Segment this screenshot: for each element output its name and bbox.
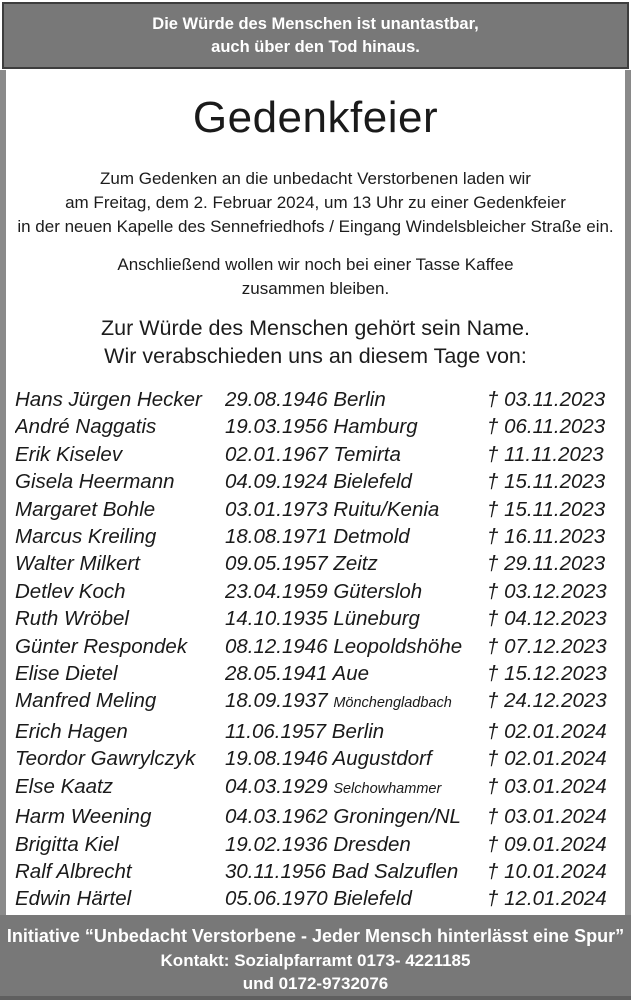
death-date: † 03.01.2024 bbox=[487, 805, 607, 829]
birth-date: 19.02.1936 bbox=[225, 832, 328, 856]
memorial-row bbox=[15, 858, 625, 885]
deceased-name: André Naggatis bbox=[15, 415, 157, 439]
deceased-name: Edwin Härtel bbox=[15, 887, 132, 911]
dignity-banner bbox=[2, 2, 629, 69]
birth-place: Lüneburg bbox=[333, 607, 420, 631]
memorial-row bbox=[15, 413, 625, 440]
birth-date: 19.08.1946 bbox=[225, 747, 328, 771]
birth-info bbox=[225, 441, 487, 468]
death-date: † 15.11.2023 bbox=[487, 497, 606, 521]
birth-date: 04.03.1929 bbox=[225, 774, 328, 798]
birth-info bbox=[225, 660, 487, 687]
deceased-name: Ruth Wröbel bbox=[15, 607, 129, 631]
lead-line: Wir verabschieden uns an diesem Tage von: bbox=[104, 344, 527, 368]
birth-info bbox=[225, 605, 487, 632]
birth-info bbox=[225, 687, 487, 717]
death-date: † 15.12.2023 bbox=[487, 662, 607, 686]
birth-info bbox=[225, 858, 487, 885]
invitation-line: Zum Gedenken an die unbedacht Verstorbenen laden wir bbox=[100, 169, 531, 188]
coffee-paragraph bbox=[6, 253, 625, 301]
coffee-line: Anschließend wollen wir noch bei einer Tasse Kaffee bbox=[117, 255, 514, 274]
deceased-name: Detlev Koch bbox=[15, 579, 126, 603]
death-date: † 03.11.2023 bbox=[487, 388, 606, 411]
death-date: † 06.11.2023 bbox=[487, 415, 606, 439]
birth-date: 04.09.1924 bbox=[225, 470, 328, 494]
memorial-row bbox=[15, 885, 625, 912]
invitation-line: in der neuen Kapelle des Sennefriedhofs / Eingang Windelsbleicher Straße ein. bbox=[17, 217, 614, 236]
invitation-paragraph bbox=[6, 167, 625, 239]
lead-paragraph bbox=[6, 314, 625, 370]
birth-info bbox=[225, 745, 487, 772]
birth-info bbox=[225, 633, 487, 660]
birth-place: Bad Salzuflen bbox=[331, 859, 459, 883]
banner-line: Die Würde des Menschen ist unantastbar, bbox=[152, 14, 479, 33]
page-title: Gedenkfeier bbox=[192, 93, 439, 142]
birth-place: Selchowhammer bbox=[333, 780, 442, 797]
death-date: † 16.11.2023 bbox=[487, 525, 606, 549]
birth-date: 30.11.1956 bbox=[225, 859, 327, 883]
birth-place: Bielefeld bbox=[333, 887, 412, 911]
birth-place: Ruitu/Kenia bbox=[333, 497, 440, 521]
death-date: † 11.11.2023 bbox=[487, 442, 604, 466]
birth-info bbox=[225, 803, 487, 830]
birth-place: Detmold bbox=[333, 525, 410, 549]
coffee-line: zusammen bleiben. bbox=[241, 279, 390, 298]
memorial-row bbox=[15, 718, 625, 745]
deceased-name: Elise Dietel bbox=[15, 662, 118, 686]
birth-info bbox=[225, 773, 487, 803]
birth-info bbox=[225, 578, 487, 605]
memorial-row bbox=[15, 468, 625, 495]
birth-info bbox=[225, 523, 487, 550]
birth-place: Mönchengladbach bbox=[333, 695, 452, 712]
birth-place: Hamburg bbox=[333, 415, 418, 439]
birth-date: 23.04.1959 bbox=[225, 579, 328, 603]
memorial-row bbox=[15, 605, 625, 632]
initiative-footer bbox=[0, 915, 631, 1000]
deceased-name: Günter Respondek bbox=[15, 634, 188, 658]
deceased-name: Margaret Bohle bbox=[15, 497, 156, 521]
banner-line: auch über den Tod hinaus. bbox=[211, 37, 420, 56]
birth-date: 18.09.1937 bbox=[225, 689, 328, 713]
birth-place: Aue bbox=[332, 662, 370, 686]
deceased-name: Marcus Kreiling bbox=[15, 525, 157, 549]
birth-date: 09.05.1957 bbox=[225, 552, 328, 576]
death-date: † 03.12.2023 bbox=[487, 579, 607, 603]
birth-info bbox=[225, 550, 487, 577]
deceased-name: Erich Hagen bbox=[15, 719, 128, 743]
invitation-line: am Freitag, dem 2. Februar 2024, um 13 Uhr zu einer Gedenkfeier bbox=[65, 193, 566, 212]
birth-place: Augustdorf bbox=[332, 747, 432, 771]
deceased-name: Hans Jürgen Hecker bbox=[15, 388, 202, 411]
birth-date: 08.12.1946 bbox=[225, 634, 328, 658]
deceased-name: Manfred Meling bbox=[15, 689, 157, 713]
birth-place: Gütersloh bbox=[333, 579, 423, 603]
birth-info bbox=[225, 831, 487, 858]
memorial-row bbox=[15, 745, 625, 772]
contact-line: Kontakt: Sozialpfarramt 0173- 4221185 bbox=[160, 951, 471, 970]
memorial-row bbox=[15, 633, 625, 660]
deceased-name: Brigitta Kiel bbox=[15, 832, 119, 856]
birth-date: 28.05.1941 bbox=[225, 662, 328, 686]
death-date: † 04.12.2023 bbox=[487, 607, 607, 631]
deceased-name: Harm Weening bbox=[15, 805, 152, 829]
death-date: † 24.12.2023 bbox=[487, 689, 607, 713]
initiative-name: Initiative “Unbedacht Verstorbene - Jeder Mensch hinterlässt eine Spur” bbox=[6, 926, 625, 946]
birth-date: 18.08.1971 bbox=[225, 525, 328, 549]
death-date: † 15.11.2023 bbox=[487, 470, 606, 494]
memorial-row bbox=[15, 550, 625, 577]
memorial-row bbox=[15, 386, 625, 413]
birth-place: Berlin bbox=[333, 388, 386, 411]
memorial-row bbox=[15, 803, 625, 830]
memorial-list bbox=[6, 386, 625, 913]
memorial-row bbox=[15, 773, 625, 803]
birth-place: Zeitz bbox=[333, 552, 378, 576]
memorial-row bbox=[15, 660, 625, 687]
birth-info bbox=[225, 718, 487, 745]
birth-date: 02.01.1967 bbox=[225, 442, 328, 466]
memorial-row bbox=[15, 578, 625, 605]
notice-body bbox=[0, 70, 631, 915]
memorial-row bbox=[15, 496, 625, 523]
birth-place: Berlin bbox=[331, 719, 385, 743]
memorial-row bbox=[15, 441, 625, 468]
birth-place: Temirta bbox=[333, 442, 401, 466]
birth-date: 11.06.1957 bbox=[225, 719, 327, 743]
death-date: † 10.01.2024 bbox=[487, 859, 607, 883]
death-date: † 12.01.2024 bbox=[487, 887, 607, 911]
deceased-name: Else Kaatz bbox=[15, 774, 113, 798]
deceased-name: Erik Kiselev bbox=[15, 442, 123, 466]
birth-date: 14.10.1935 bbox=[225, 607, 328, 631]
deceased-name: Teordor Gawrylczyk bbox=[15, 747, 196, 771]
birth-info bbox=[225, 468, 487, 495]
deceased-name: Walter Milkert bbox=[15, 552, 140, 576]
birth-place: Leopoldshöhe bbox=[333, 634, 463, 658]
birth-date: 29.08.1946 bbox=[225, 388, 328, 411]
birth-date: 05.06.1970 bbox=[225, 887, 328, 911]
death-date: † 29.11.2023 bbox=[487, 552, 606, 576]
birth-place: Bielefeld bbox=[333, 470, 412, 494]
contact-line: und 0172-9732076 bbox=[242, 974, 389, 993]
deceased-name: Gisela Heermann bbox=[15, 470, 175, 494]
birth-date: 03.01.1973 bbox=[225, 497, 328, 521]
birth-info bbox=[225, 386, 487, 413]
birth-info bbox=[225, 496, 487, 523]
death-date: † 03.01.2024 bbox=[487, 774, 607, 798]
memorial-row bbox=[15, 831, 625, 858]
memorial-row bbox=[15, 523, 625, 550]
deceased-name: Ralf Albrecht bbox=[15, 859, 132, 883]
birth-date: 04.03.1962 bbox=[225, 805, 328, 829]
death-date: † 02.01.2024 bbox=[487, 747, 607, 771]
death-date: † 09.01.2024 bbox=[487, 832, 607, 856]
death-date: † 07.12.2023 bbox=[487, 634, 607, 658]
lead-line: Zur Würde des Menschen gehört sein Name. bbox=[100, 316, 530, 340]
death-date: † 02.01.2024 bbox=[487, 719, 607, 743]
birth-info bbox=[225, 413, 487, 440]
birth-info bbox=[225, 885, 487, 912]
birth-place: Groningen/NL bbox=[333, 805, 461, 829]
birth-place: Dresden bbox=[333, 832, 411, 856]
memorial-row bbox=[15, 687, 625, 717]
birth-date: 19.03.1956 bbox=[225, 415, 328, 439]
